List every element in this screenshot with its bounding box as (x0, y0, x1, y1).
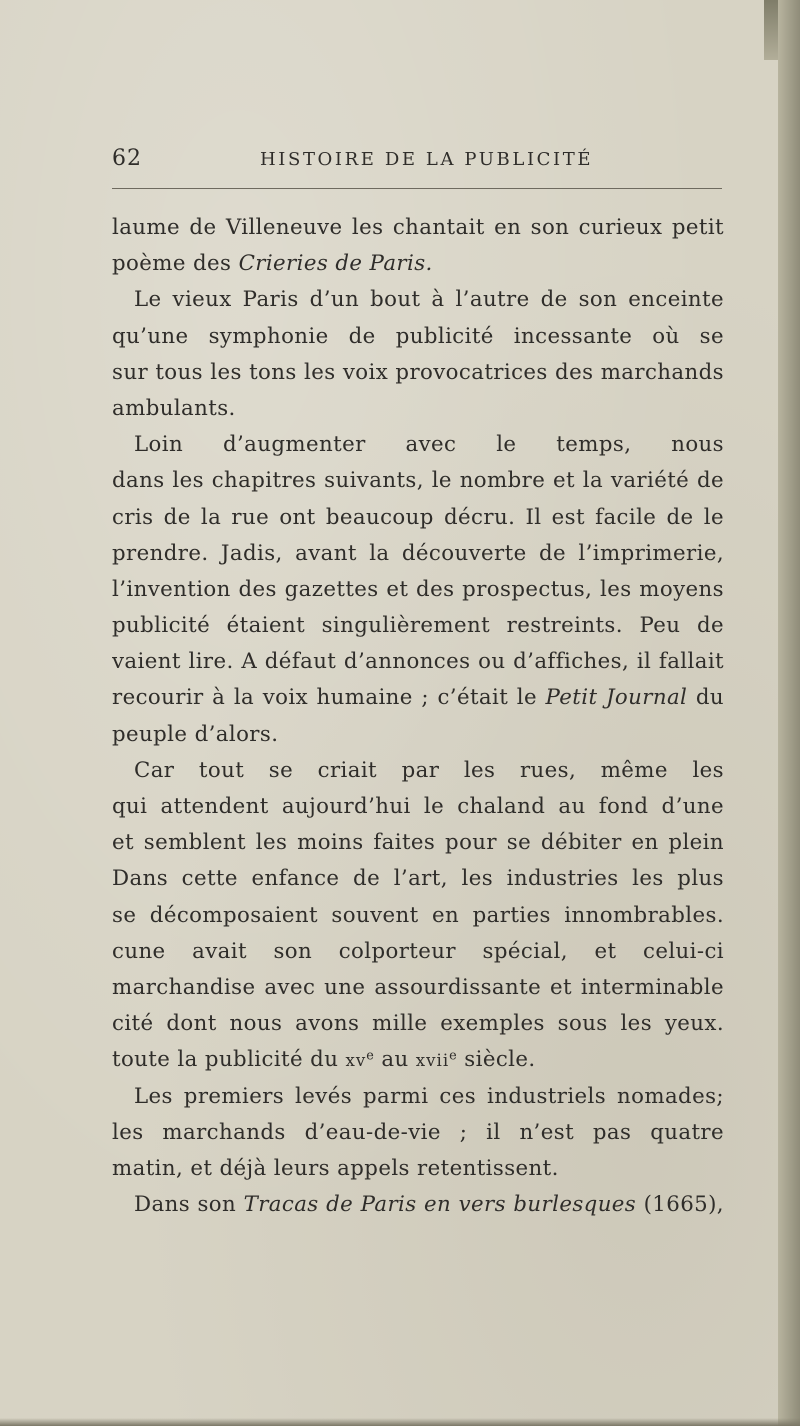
text-line: Car tout se criait par les rues, même les (134, 757, 724, 783)
text-line: se décomposaient souvent en parties innombrables. (112, 902, 724, 928)
text-line: recourir à la voix humaine ; c’était le Petit Journal du (112, 685, 724, 711)
text-line: Le vieux Paris d’un bout à l’autre de son enceinte (134, 287, 724, 313)
text-line: les marchands d’eau-de-vie ; il n’est pas quatre (112, 1119, 724, 1145)
page-number: 62 (112, 146, 142, 171)
text-line: dans les chapitres suivants, le nombre et la variété de (112, 468, 724, 494)
text-line: toute la publicité du $xv^e$ au xvii$^e$ siècle. (112, 1047, 536, 1073)
text-line: cris de la rue ont beaucoup décru. Il est facile de le (112, 504, 724, 530)
page-bottom-shadow (0, 1418, 800, 1426)
text-line: laume de Villeneuve les chantait en son curieux petit (112, 215, 724, 240)
header-rule (112, 188, 722, 189)
text-line: qui attendent aujourd’hui le chaland au fond d’une (112, 794, 724, 819)
text-line: poème des Crieries de Paris. (112, 251, 433, 277)
text-line: Dans cette enfance de l’art, les industries les plus (112, 866, 724, 892)
text-line: matin, et déjà leurs appels retentissent. (112, 1155, 559, 1181)
text-line: Dans son Tracas de Paris en vers burlesques (1665), (134, 1192, 724, 1218)
text-line: cité dont nous avons mille exemples sous les yeux. (112, 1011, 724, 1037)
text-line: qu’une symphonie de publicité incessante où se (112, 323, 724, 349)
text-line: sur tous les tons les voix provocatrices des marchands (112, 359, 724, 385)
text-line: publicité étaient singulièrement restreints. Peu de (112, 613, 724, 639)
running-title: HISTOIRE DE LA PUBLICITÉ (260, 149, 594, 170)
page-edge-shadow (778, 0, 800, 1426)
text-line: Loin d’augmenter avec le temps, nous (134, 432, 724, 458)
text-line: l’invention des gazettes et des prospectus, les moyens (112, 576, 724, 602)
text-line: marchandise avec une assourdissante et interminable (112, 974, 724, 1000)
text-line: peuple d’alors. (112, 721, 279, 747)
text-line: Les premiers levés parmi ces industriels nomades; (134, 1083, 724, 1109)
text-line: prendre. Jadis, avant la découverte de l’imprimerie, (112, 540, 724, 566)
text-line: vaient lire. A défaut d’annonces ou d’affiches, il fallait (112, 649, 724, 675)
text-line: et semblent les moins faites pour se débiter en plein (112, 830, 724, 856)
text-line: ambulants. (112, 395, 236, 421)
body-text (112, 210, 724, 1223)
text-line: cune avait son colporteur spécial, et celui-ci (112, 938, 724, 964)
page-header (112, 146, 722, 178)
